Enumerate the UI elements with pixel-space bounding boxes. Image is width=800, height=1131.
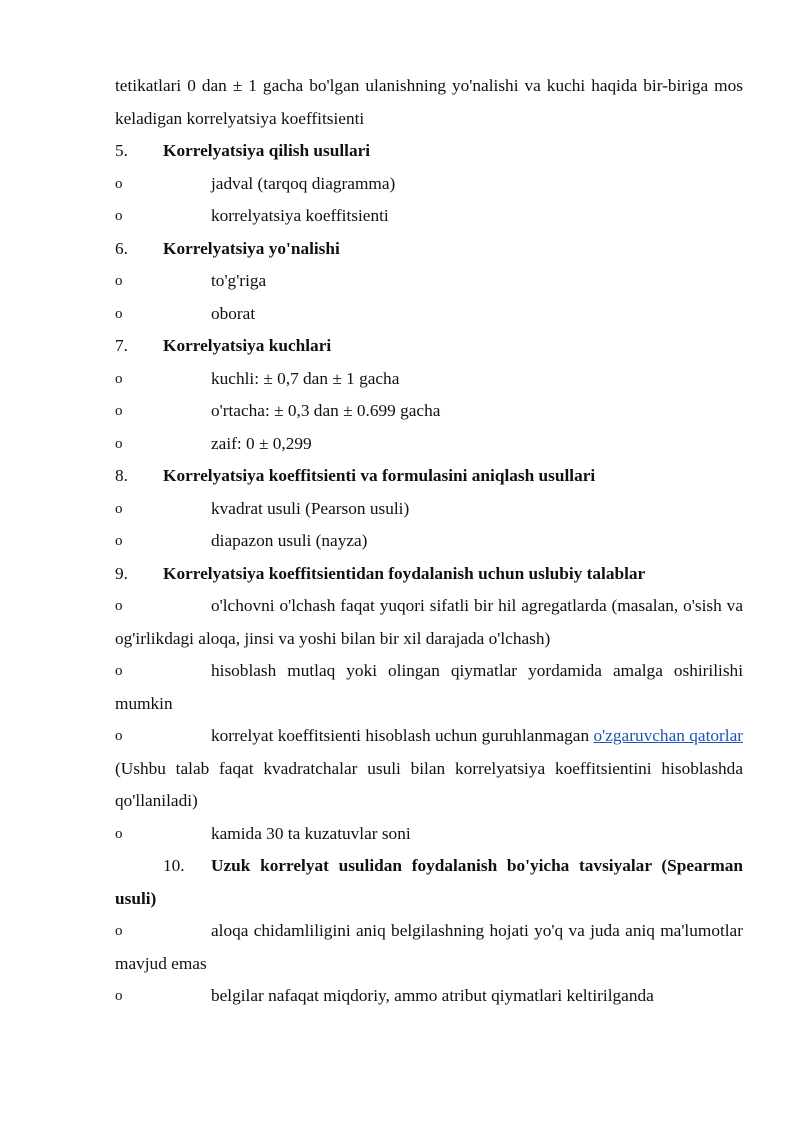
bullet-icon: o: [115, 988, 123, 1004]
section-title: Korrelyatsiya yo'nalishi: [163, 238, 340, 258]
section-title: Korrelyatsiya kuchlari: [163, 336, 332, 355]
section-heading-5: [115, 135, 743, 168]
section-title: Korrelyatsiya koeffitsientidan foydalanish uchun uslubiy talablar: [163, 563, 646, 583]
section-title: Korrelyatsiya koeffitsienti va formulasini aniqlash usullari: [163, 466, 596, 485]
section-number: 9.: [115, 563, 128, 583]
section-heading-9: [115, 558, 743, 591]
list-item: o kamida 30 ta kuzatuvlar soni: [115, 818, 743, 851]
section-title: Korrelyatsiya qilish usullari: [163, 141, 371, 160]
list-item: o zaif: 0 ± 0,299: [115, 428, 743, 461]
bullet-icon: o: [115, 923, 123, 939]
list-item: o o'lchovni o'lchash faqat yuqori sifatli bir hil agregatlarda (masalan, o'sish va og'irlikdagi aloqa, jinsi va yoshi bilan bir xil darajada o'lchash): [115, 590, 743, 655]
bullet-icon: o: [115, 825, 123, 842]
list-item: o korrelyatsiya koeffitsienti: [115, 200, 743, 233]
bullet-icon: o: [115, 305, 123, 322]
bullet-icon: o: [115, 403, 123, 419]
section-title: Uzuk korrelyat usulidan foydalanish bo'yicha tavsiyalar (Spearman usuli): [115, 856, 743, 908]
section-heading-6: [115, 233, 743, 266]
bullet-icon: o: [115, 533, 123, 549]
variable-rows-link[interactable]: o'zgaruvchan qatorlar: [593, 726, 743, 745]
intro-paragraph: tetikatlari 0 dan ± 1 gacha bo'lgan ulanishning yo'nalishi va kuchi haqida bir-biriga mos keladigan korrelyatsiya koeffitsienti: [115, 76, 743, 128]
list-item: o korrelyat koeffitsienti hisoblash uchun guruhlanmagan o'zgaruvchan qatorlar (Ushbu talab faqat kvadratchalar usuli bilan korrelyatsiya koeffitsientini hisoblashda qo'llaniladi): [115, 720, 743, 818]
list-item: o kuchli: ± 0,7 dan ± 1 gacha: [115, 363, 743, 396]
section-heading-10: [115, 850, 743, 915]
bullet-icon: o: [115, 175, 123, 192]
list-item: o aloqa chidamliligini aniq belgilashning hojati yo'q va juda aniq ma'lumotlar mavjud emas: [115, 915, 743, 980]
bullet-icon: o: [115, 435, 123, 452]
section-number: 10.: [163, 856, 185, 875]
list-item: o o'rtacha: ± 0,3 dan ± 0.699 gacha: [115, 395, 743, 428]
bullet-icon: o: [115, 598, 123, 614]
bullet-icon: o: [115, 208, 123, 224]
list-item: o oborat: [115, 298, 743, 331]
list-item: o belgilar nafaqat miqdoriy, ammo atribut qiymatlari keltirilganda: [115, 980, 743, 1013]
list-item: o jadval (tarqoq diagramma): [115, 168, 743, 201]
document-body: [115, 70, 743, 1013]
section-number: 8.: [115, 466, 128, 485]
list-item: o to'g'riga: [115, 265, 743, 298]
bullet-icon: o: [115, 500, 123, 517]
list-item: o kvadrat usuli (Pearson usuli): [115, 493, 743, 526]
bullet-icon: o: [115, 728, 123, 744]
section-number: 7.: [115, 336, 128, 355]
section-heading-8: [115, 460, 743, 493]
section-number: 5.: [115, 141, 128, 160]
list-item: o diapazon usuli (nayza): [115, 525, 743, 558]
section-heading-7: [115, 330, 743, 363]
list-item: o hisoblash mutlaq yoki olingan qiymatlar yordamida amalga oshirilishi mumkin: [115, 655, 743, 720]
section-number: 6.: [115, 238, 128, 258]
bullet-icon: o: [115, 273, 123, 289]
bullet-icon: o: [115, 370, 123, 387]
bullet-icon: o: [115, 663, 123, 679]
